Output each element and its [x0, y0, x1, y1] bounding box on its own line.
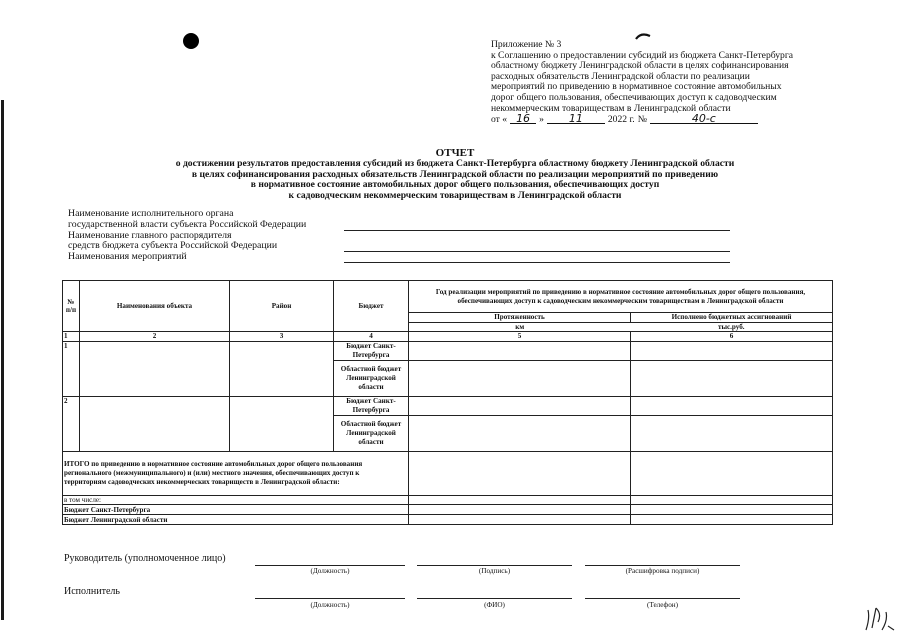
appendix-header — [491, 40, 861, 126]
col-number: 1 — [63, 332, 80, 342]
executor-position-line[interactable] — [255, 598, 405, 599]
activities-field[interactable] — [344, 262, 730, 263]
length-cell[interactable] — [409, 341, 631, 360]
caption-position: (Должность) — [310, 567, 350, 575]
report-subtitle-line: к садоводческим некоммерческим товариществам в Ленинградской области — [288, 189, 622, 201]
caption-full-name: (ФИО) — [484, 601, 505, 609]
including-executed-cell — [631, 495, 833, 505]
report-subtitle-line: о достижении результатов предоставления субсидий из бюджета Санкт-Петербурга областному бюджету Ленинградской области — [175, 158, 735, 169]
appendix-line: к Соглашению о предоставлении субсидий из бюджета Санкт-Петербурга — [491, 49, 794, 61]
date-mid: » — [539, 114, 544, 126]
total-executed-cell[interactable] — [631, 451, 833, 495]
field-label: государственной власти субъекта Российской Федерации — [68, 218, 307, 230]
field-label: Наименование исполнительного органа — [68, 208, 234, 219]
number-label: № — [637, 114, 647, 126]
date-day-handwritten: 16 — [510, 114, 536, 124]
including-length-cell — [409, 495, 631, 505]
head-name-line[interactable] — [585, 565, 740, 566]
head-label: Руководитель (уполномоченное лицо) — [64, 553, 226, 564]
spb-executed-cell[interactable] — [631, 505, 833, 515]
field-label: Наименование главного распорядителя — [68, 229, 232, 241]
header-length: Протяженность — [409, 313, 631, 323]
head-position-line[interactable] — [255, 565, 405, 566]
spb-length-cell[interactable] — [409, 505, 631, 515]
col-number: 6 — [631, 332, 833, 342]
hole-punch-mark — [183, 33, 199, 49]
length-cell[interactable] — [409, 396, 631, 415]
lo-budget-label: Бюджет Ленинградской области — [63, 515, 409, 525]
date-prefix: от « — [491, 114, 508, 126]
caption-phone: (Телефон) — [646, 601, 679, 609]
appendix-line: некоммерческим товариществам в Ленинградской области — [491, 102, 731, 114]
object-cell[interactable] — [80, 396, 230, 451]
header-budget: Бюджет — [334, 281, 409, 332]
header-executed-unit: тыс.руб. — [631, 322, 833, 332]
executor-name-line[interactable] — [417, 598, 572, 599]
including-row — [63, 495, 833, 505]
field-label: средств бюджета субъекта Российской Федерации — [68, 240, 278, 252]
col-number: 2 — [80, 332, 230, 342]
district-cell[interactable] — [230, 396, 334, 451]
appendix-line: областному бюджету Ленинградской области в целях софинансирования — [491, 60, 789, 72]
lo-length-cell[interactable] — [409, 515, 631, 525]
executed-cell[interactable] — [631, 341, 833, 360]
head-signature-line[interactable] — [417, 565, 572, 566]
object-cell[interactable] — [80, 341, 230, 396]
header-year-group: Год реализации мероприятий по приведению в нормативное состояние автомобильных дорог общего пользования, обеспечивающих доступ к садоводческим некоммерческим товариществам в Ленинградской области — [409, 281, 833, 313]
spb-budget-label: Бюджет Санкт-Петербурга — [63, 505, 409, 515]
budget-spb-label: Бюджет Санкт-Петербурга — [334, 341, 409, 360]
lo-budget-row — [63, 515, 833, 525]
length-cell[interactable] — [409, 415, 631, 451]
field-label: Наименования мероприятий — [68, 251, 187, 263]
row-num: 2 — [63, 396, 80, 451]
length-cell[interactable] — [409, 360, 631, 396]
executed-cell[interactable] — [631, 360, 833, 396]
report-title: ОТЧЕТ — [435, 147, 475, 159]
appendix-line: расходных обязательств Ленинградской области по реализации — [491, 70, 750, 82]
report-fields — [68, 209, 868, 263]
exec-body-field[interactable] — [344, 230, 730, 231]
including-label: в том числе: — [63, 495, 409, 505]
executed-cell[interactable] — [631, 396, 833, 415]
budget-lo-label: Областной бюджет Ленинградской области — [334, 360, 409, 396]
appendix-line: Приложение № 3 — [491, 39, 562, 50]
total-label: ИТОГО по приведению в нормативное состояние автомобильных дорог общего пользования регионального (межмуниципального) и (или) местного значения, обеспечивающих доступ к территориям садоводческих некоммерческих товариществ в Ленинградской области: — [63, 451, 409, 495]
caption-name-decoding: (Расшифровка подписи) — [625, 567, 700, 575]
header-object: Наименования объекта — [80, 281, 230, 332]
header-district: Район — [230, 281, 334, 332]
scan-edge-shadow — [1, 100, 4, 620]
caption-position: (Должность) — [310, 601, 350, 609]
col-number: 3 — [230, 332, 334, 342]
budget-lo-label: Областной бюджет Ленинградской области — [334, 415, 409, 451]
executed-cell[interactable] — [631, 415, 833, 451]
report-title-block — [100, 147, 810, 201]
total-row — [63, 451, 833, 495]
header-num: № п/п — [63, 281, 80, 332]
table-row — [63, 341, 833, 360]
appendix-line: дорог общего пользования, обеспечивающих доступ к садоводческим — [491, 91, 777, 103]
header-executed: Исполнено бюджетных ассигнований — [631, 313, 833, 323]
total-length-cell[interactable] — [409, 451, 631, 495]
date-month-handwritten: 11 — [547, 114, 605, 124]
col-number: 5 — [409, 332, 631, 342]
spb-budget-row — [63, 505, 833, 515]
appendix-line: мероприятий по приведению в нормативное состояние автомобильных — [491, 81, 782, 93]
budget-spb-label: Бюджет Санкт-Петербурга — [334, 396, 409, 415]
header-length-unit: км — [409, 322, 631, 332]
agreement-date-line — [491, 114, 861, 126]
report-subtitle-line: в целях софинансирования расходных обязательств Ленинградской области по реализации мероприятий по приведению — [191, 168, 719, 180]
caption-signature: (Подпись) — [478, 567, 511, 575]
executor-phone-line[interactable] — [585, 598, 740, 599]
date-year: 2022 г. — [607, 114, 635, 126]
report-subtitle-line: в нормативное состояние автомобильных дорог общего пользования, обеспечивающих доступ — [250, 179, 660, 190]
report-table — [62, 280, 833, 525]
lo-executed-cell[interactable] — [631, 515, 833, 525]
col-number: 4 — [334, 332, 409, 342]
agreement-number-handwritten: 40-с — [650, 114, 758, 124]
executor-label: Исполнитель — [64, 586, 120, 597]
table-row — [63, 396, 833, 415]
district-cell[interactable] — [230, 341, 334, 396]
handwritten-signature-mark — [862, 600, 898, 634]
row-num: 1 — [63, 341, 80, 396]
